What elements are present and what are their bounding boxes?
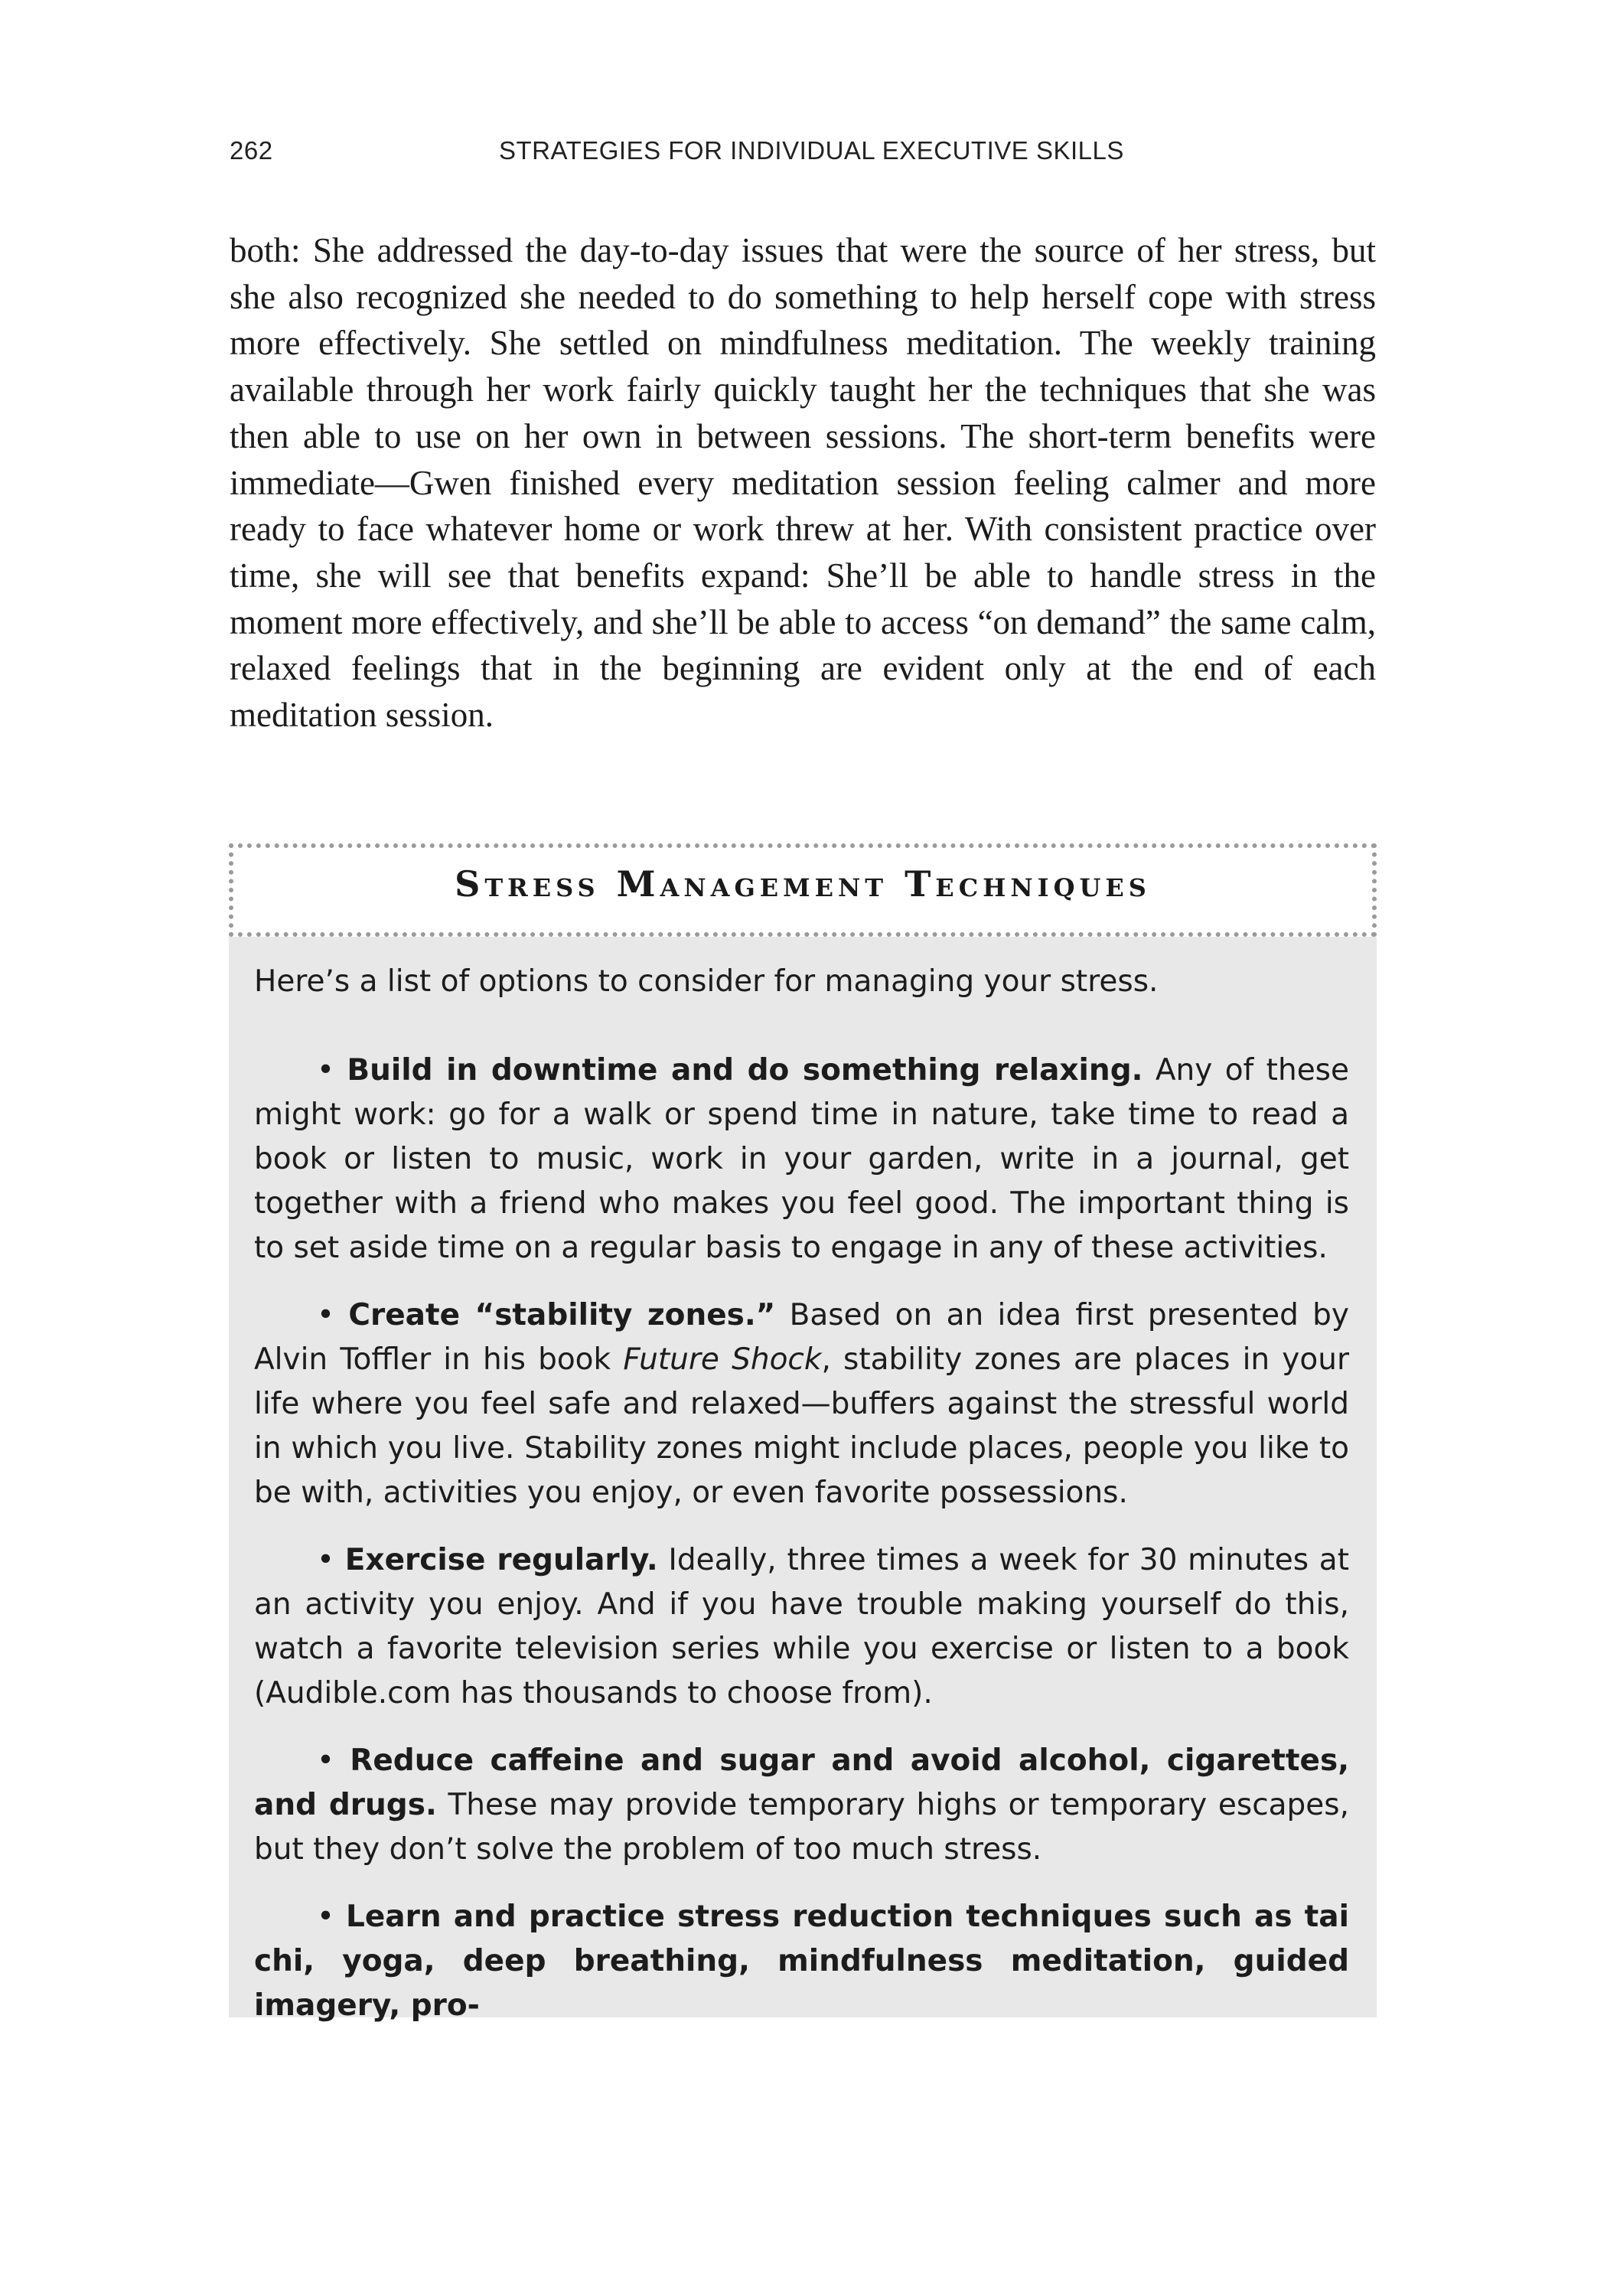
bullet-icon: •: [317, 1543, 335, 1577]
sidebar-body: [229, 937, 1377, 2023]
sidebar-content: [254, 960, 1349, 2051]
running-head: [230, 136, 1377, 174]
item-text: These may provide temporary highs or temporary escapes, but they don’t solve the problem of too much stress.: [254, 1788, 1350, 1867]
list-item: [254, 1895, 1349, 2028]
item-lead: Learn and practice stress reduction techniques such as tai chi, yoga, deep breathing, mindfulness meditation, guided imagery, pro-: [254, 1900, 1349, 2023]
item-text: Any of these might work: go for a walk or spend time in nature, take time to read a book or listen to music, work in your garden, write in a journal, get together with a friend who makes you feel good. The important thing is to set aside time on a regular basis to engage in any of these activities.: [254, 1053, 1349, 1265]
list-item: [254, 1739, 1349, 1872]
sidebar-header-box: [229, 843, 1377, 937]
list-item: [254, 1049, 1349, 1270]
item-lead: Build in downtime and do something relaxing.: [347, 1053, 1143, 1088]
bullet-icon: •: [317, 1298, 335, 1332]
list-item: [254, 1293, 1349, 1515]
page-number: 262: [230, 136, 273, 165]
item-lead: Reduce caffeine and sugar and avoid alcohol, cigarettes, and drugs.: [254, 1743, 1350, 1822]
sidebar-intro: Here’s a list of options to consider for managing your stress.: [254, 964, 1159, 999]
running-title: STRATEGIES FOR INDIVIDUAL EXECUTIVE SKILLS: [499, 136, 1124, 165]
item-lead: Exercise regularly.: [344, 1543, 658, 1577]
body-paragraph: both: She addressed the day-to-day issues that were the source of her stress, but she also recognized she needed to do something to help herself cope with stress more effectively. She settled on mindfulness meditation. The weekly training available through her work fairly quickly taught her the techniques that she was then able to use on her own in between sessions. The short-term benefits were immediate—Gwen finished every meditation session feeling calmer and more ready to face whatever home or work threw at her. With consistent practice over time, she will see that benefits expand: She’ll be able to handle stress in the moment more effectively, and she’ll be able to access “on demand” the same calm, relaxed feelings that in the beginning are evident only at the end of each meditation session.: [230, 231, 1376, 735]
book-title: Future Shock: [623, 1342, 822, 1377]
stress-techniques-sidebar: [229, 843, 1377, 2023]
item-text: Ideally, three times a week for 30 minutes at an activity you enjoy. And if you have trouble making yourself do this, watch a favorite television series while you exercise or listen to a book (Audible.com has thousands to choose from).: [254, 1543, 1349, 1711]
item-text: , stability zones are places in your life where you feel safe and relaxed—buffers against the stressful world in which you live. Stability zones might include places, people you like to be with, activities you enjoy, or even favorite possessions.: [254, 1342, 1349, 1510]
item-lead: Create “stability zones.”: [348, 1298, 776, 1332]
item-text: Based on an idea first presented by Alvin Toffler in his book: [254, 1298, 1349, 1377]
bullet-icon: •: [317, 1743, 335, 1778]
sidebar-title: Stress Management Techniques: [455, 863, 1151, 905]
bullet-icon: •: [317, 1053, 335, 1088]
list-item: [254, 1538, 1349, 1716]
bullet-icon: •: [317, 1900, 335, 1934]
